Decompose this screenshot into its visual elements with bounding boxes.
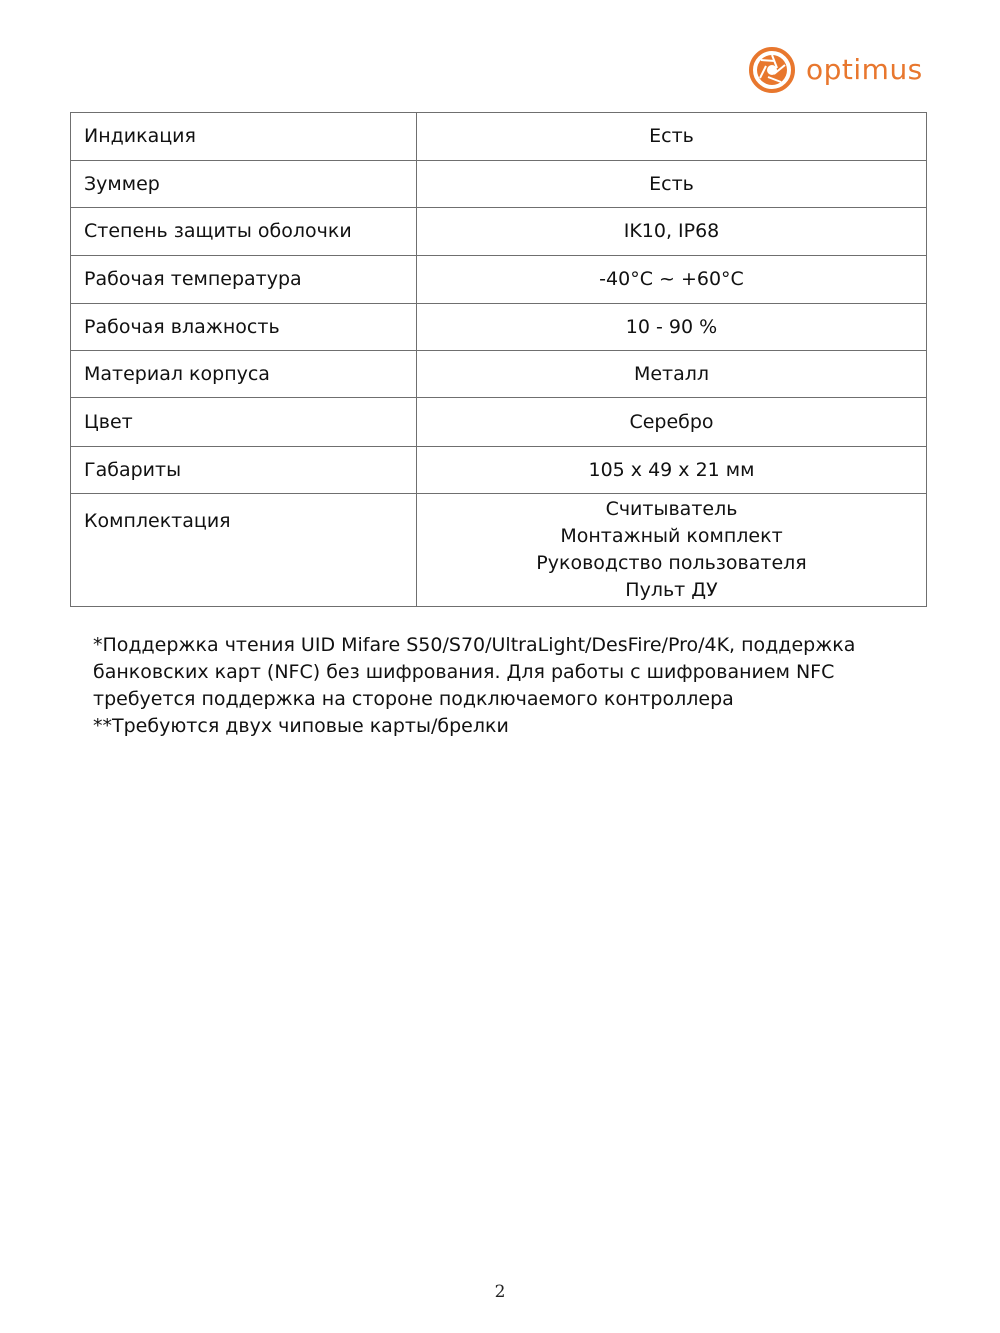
table-row (71, 113, 927, 161)
specifications-table (70, 112, 927, 607)
spec-label: Комплектация (71, 494, 417, 607)
footnote-line: требуется поддержка на стороне подключаемого контроллера (93, 688, 734, 710)
spec-value: -40°C ~ +60°C (417, 256, 927, 304)
optimus-logo (748, 44, 938, 96)
spec-value: Металл (417, 351, 927, 398)
package-item: Пульт ДУ (625, 579, 718, 601)
table-row (71, 256, 927, 304)
spec-label: Индикация (71, 113, 417, 161)
spec-label: Цвет (71, 398, 417, 447)
aperture-logo-icon (748, 46, 796, 94)
spec-value: IK10, IP68 (417, 208, 927, 256)
table-row (71, 161, 927, 208)
table-row (71, 351, 927, 398)
spec-value: 10 - 90 % (417, 304, 927, 351)
spec-label: Материал корпуса (71, 351, 417, 398)
table-row (71, 208, 927, 256)
spec-label: Зуммер (71, 161, 417, 208)
package-item: Считыватель (605, 498, 738, 520)
table-row (71, 447, 927, 494)
spec-label: Габариты (71, 447, 417, 494)
spec-value: 105 x 49 x 21 мм (417, 447, 927, 494)
spec-value-list (417, 494, 927, 607)
table-row (71, 304, 927, 351)
spec-value: Есть (417, 161, 927, 208)
spec-value: Есть (417, 113, 927, 161)
spec-label: Степень защиты оболочки (71, 208, 417, 256)
spec-label: Рабочая влажность (71, 304, 417, 351)
spec-label: Рабочая температура (71, 256, 417, 304)
footnote-line: *Поддержка чтения UID Mifare S50/S70/UltraLight/DesFire/Pro/4K, поддержка (93, 634, 856, 656)
footnote-line: банковских карт (NFC) без шифрования. Для работы с шифрованием NFC (93, 661, 835, 683)
package-item: Монтажный комплект (560, 525, 783, 547)
package-item: Руководство пользователя (536, 552, 807, 574)
footnote-line: **Требуются двух чиповые карты/брелки (93, 715, 509, 737)
table-row (71, 494, 927, 607)
spec-value: Серебро (417, 398, 927, 447)
page-number: 2 (494, 1282, 506, 1302)
table-row (71, 398, 927, 447)
footnotes (93, 632, 933, 740)
logo-text: optimus (806, 53, 923, 86)
